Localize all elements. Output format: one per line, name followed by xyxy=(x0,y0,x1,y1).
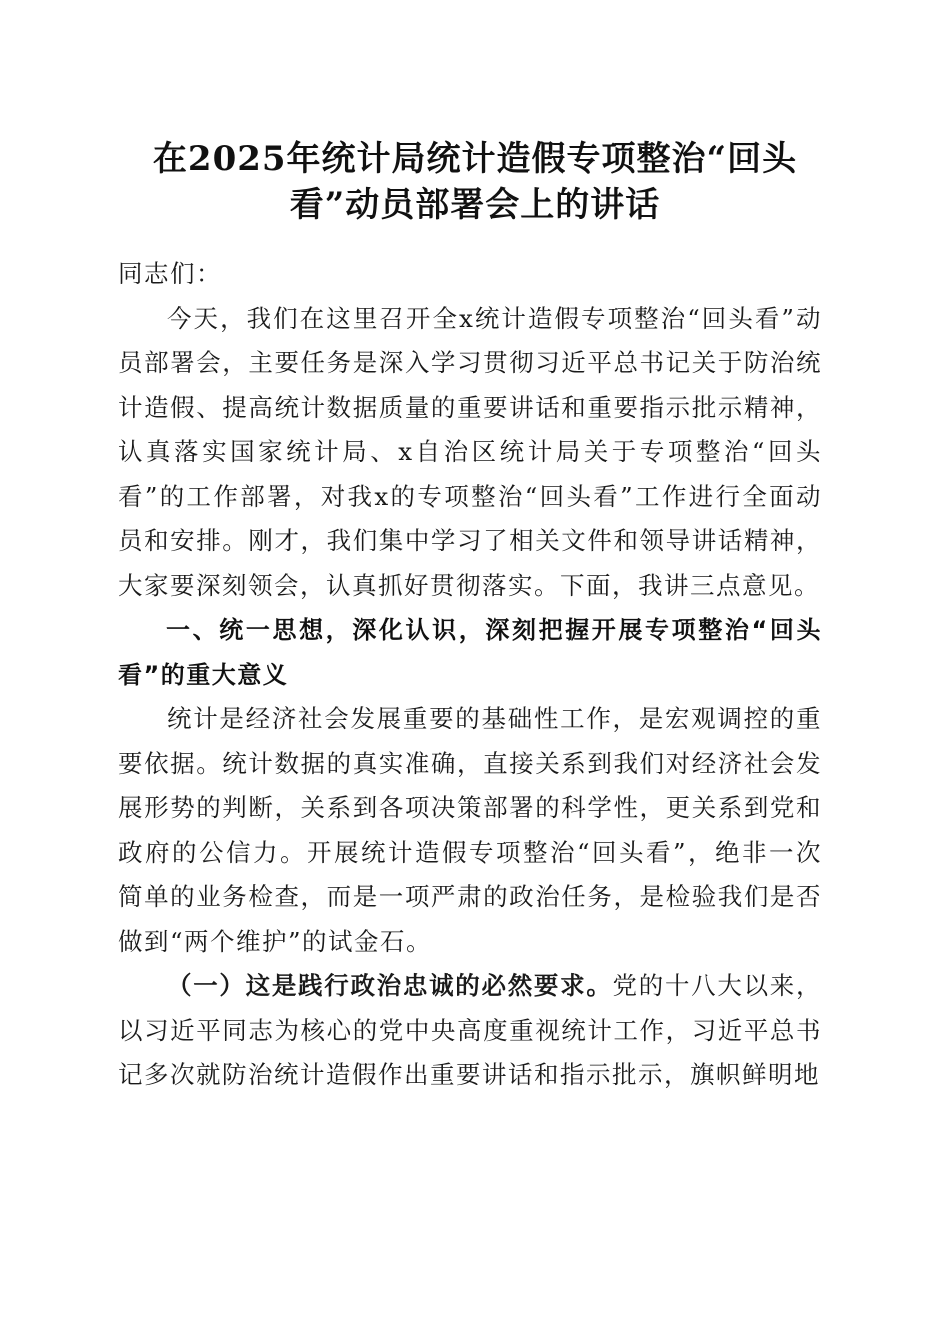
salutation: 同志们： xyxy=(118,259,222,288)
document-body xyxy=(118,252,822,1098)
subsection-1-paragraph xyxy=(118,964,822,1098)
document-title: 在2025年统计局统计造假专项整治“回头看”动员部署会上的讲话 xyxy=(152,139,798,225)
section-1-paragraph: 统计是经济社会发展重要的基础性工作，是宏观调控的重要依据。统计数据的真实准确，直接关系到我们对经济社会发展形势的判断，关系到各项决策部署的科学性，更关系到党和政府的公信力。开展统计造假专项整治“回头看”，绝非一次简单的业务检查，而是一项严肃的政治任务，是检验我们是否做到“两个维护”的试金石。 xyxy=(118,704,822,956)
subsection-1-lead: （一）这是践行政治忠诚的必然要求。 xyxy=(167,971,613,1000)
subsection-1-text: 党的十八大以来，以习近平同志为核心的党中央高度重视统计工作，习近平总书记多次就防治统计造假作出重要讲话和指示批示，旗帜鲜明地 xyxy=(118,971,823,1089)
section-heading-1: 一、统一思想，深化认识，深刻把握开展专项整治“回头看”的重大意义 xyxy=(118,616,822,689)
intro-paragraph: 今天，我们在这里召开全x统计造假专项整治“回头看”动员部署会，主要任务是深入学习贯彻习近平总书记关于防治统计造假、提高统计数据质量的重要讲话和重要指示批示精神，认真落实国家统计局、x自治区统计局关于专项整治“回头看”的工作部署，对我x的专项整治“回头看”工作进行全面动员和安排。刚才，我们集中学习了相关文件和领导讲话精神，大家要深刻领会，认真抓好贯彻落实。下面，我讲三点意见。 xyxy=(118,303,822,600)
